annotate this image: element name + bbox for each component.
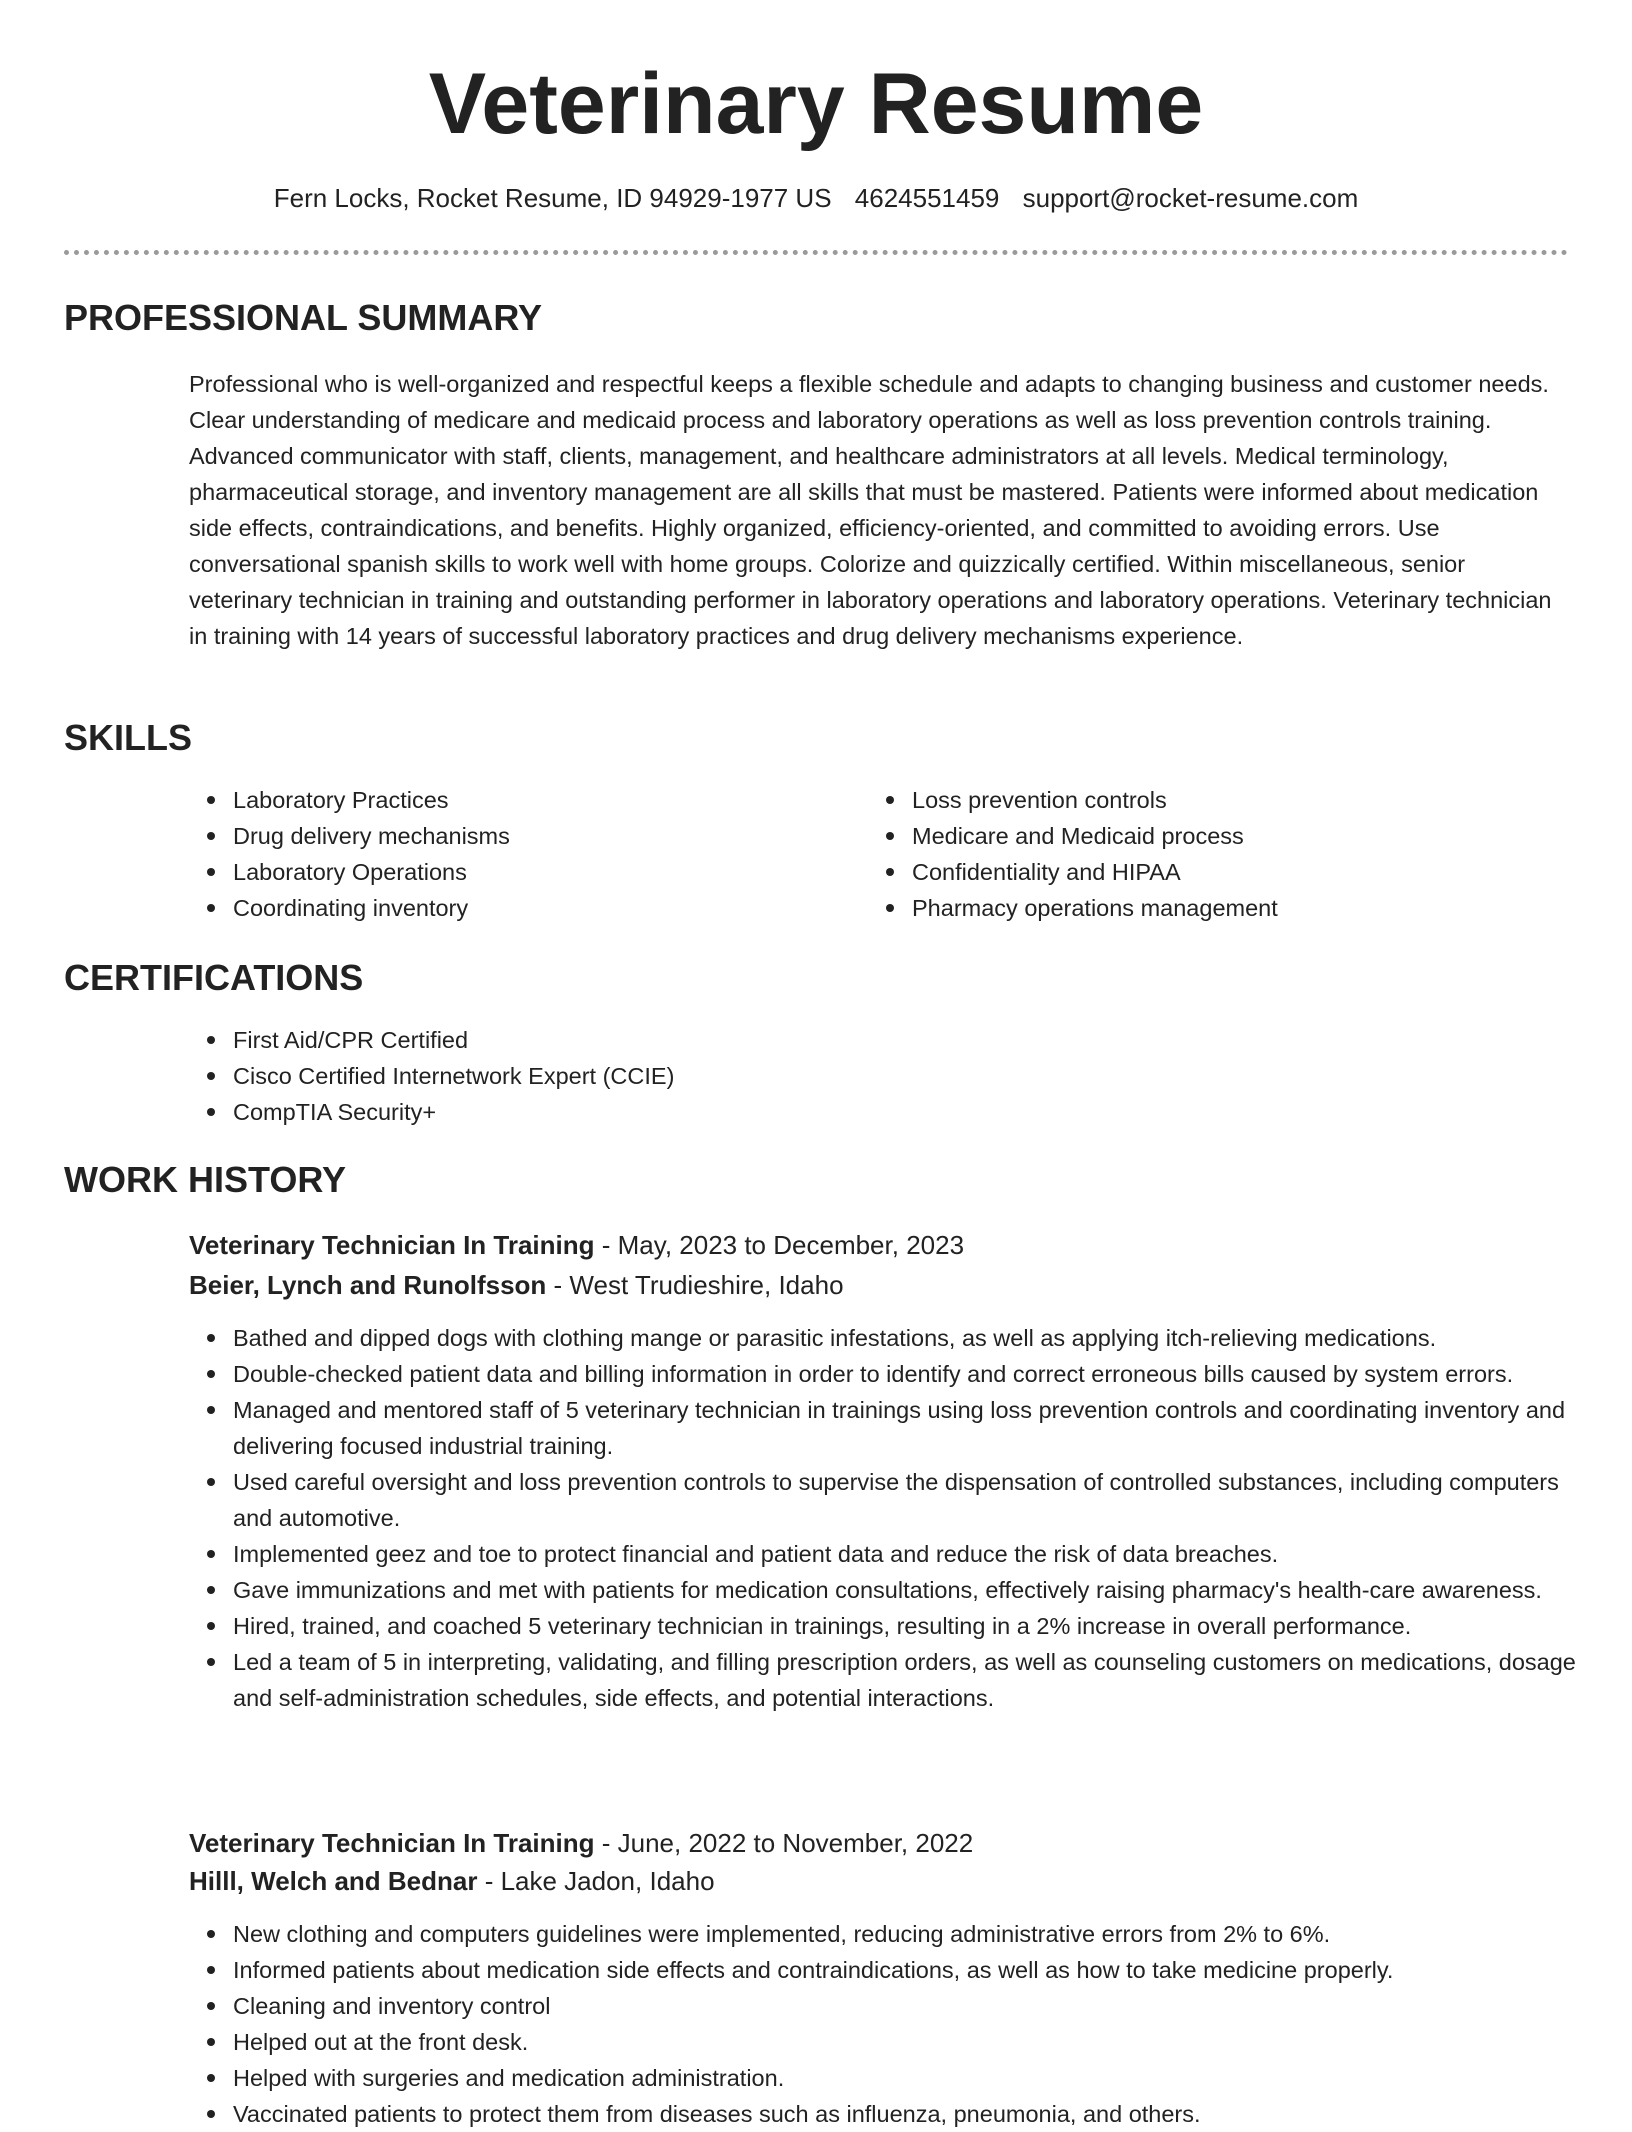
job-duties-list bbox=[189, 1916, 1582, 2132]
skills-heading: SKILLS bbox=[64, 717, 193, 758]
skills-list-left bbox=[189, 782, 833, 926]
job-location: - West Trudieshire, Idaho bbox=[546, 1270, 844, 1300]
job-duty-item: Led a team of 5 in interpreting, validating, and filling prescription orders, as well as counseling customers on medications, dosage and self-administration schedules, side effects, and potential interactions. bbox=[233, 1644, 1582, 1716]
job-duty-item: Vaccinated patients to protect them from diseases such as influenza, pneumonia, and others. bbox=[233, 2096, 1582, 2132]
job-company-line bbox=[189, 1862, 715, 1900]
work-history-heading: WORK HISTORY bbox=[64, 1159, 347, 1200]
job-title-line bbox=[189, 1226, 964, 1264]
job-duty-item: Helped out at the front desk. bbox=[233, 2024, 1582, 2060]
contact-email: support@rocket-resume.com bbox=[1022, 183, 1359, 213]
skill-item: Laboratory Operations bbox=[233, 854, 833, 890]
summary-heading: PROFESSIONAL SUMMARY bbox=[64, 297, 543, 338]
job-duty-item: Informed patients about medication side effects and contraindications, as well as how to take medicine properly. bbox=[233, 1952, 1582, 1988]
job-title-line bbox=[189, 1824, 973, 1862]
certification-item: First Aid/CPR Certified bbox=[233, 1022, 1563, 1058]
job-company: Hilll, Welch and Bednar bbox=[189, 1866, 478, 1896]
job-duties-list bbox=[189, 1320, 1582, 1716]
job-duty-item: Hired, trained, and coached 5 veterinary technician in trainings, resulting in a 2% increase in overall performance. bbox=[233, 1608, 1582, 1644]
skill-item: Pharmacy operations management bbox=[912, 890, 1512, 926]
resume-title: Veterinary Resume bbox=[428, 56, 1204, 152]
skill-item: Coordinating inventory bbox=[233, 890, 833, 926]
skill-item: Loss prevention controls bbox=[912, 782, 1512, 818]
job-duty-item: New clothing and computers guidelines were implemented, reducing administrative errors from 2% to 6%. bbox=[233, 1916, 1582, 1952]
contact-phone: 4624551459 bbox=[854, 183, 1000, 213]
certifications-list bbox=[189, 1022, 1563, 1130]
certification-item: CompTIA Security+ bbox=[233, 1094, 1563, 1130]
summary-text: Professional who is well-organized and respectful keeps a flexible schedule and adapts to changing business and customer needs. Clear understanding of medicare and medicaid process and laboratory operations as well as loss prevention controls training. Advanced communicator with staff, clients, management, and healthcare administrators at all levels. Medical terminology, pharmaceutical storage, and inventory management are all skills that must be mastered. Patients were informed about medication side effects, contraindications, and benefits. Highly organized, efficiency-oriented, and committed to avoiding errors. Use conversational spanish skills to work well with home groups. Colorize and quizzically certified. Within miscellaneous, senior veterinary technician in training and outstanding performer in laboratory operations and laboratory operations. Veterinary technician in training with 14 years of successful laboratory practices and drug delivery mechanisms experience. bbox=[189, 371, 1552, 649]
job-dates: - June, 2022 to November, 2022 bbox=[594, 1828, 974, 1858]
job-duty-item: Helped with surgeries and medication administration. bbox=[233, 2060, 1582, 2096]
contact-line bbox=[0, 180, 1632, 216]
job-duty-item: Managed and mentored staff of 5 veterinary technician in trainings using loss prevention controls and coordinating inventory and delivering focused industrial training. bbox=[233, 1392, 1582, 1464]
job-title: Veterinary Technician In Training bbox=[189, 1828, 595, 1858]
job-location: - Lake Jadon, Idaho bbox=[477, 1866, 715, 1896]
certification-item: Cisco Certified Internetwork Expert (CCIE) bbox=[233, 1058, 1563, 1094]
contact-address: Fern Locks, Rocket Resume, ID 94929-1977 US bbox=[273, 183, 832, 213]
skill-item: Medicare and Medicaid process bbox=[912, 818, 1512, 854]
header-divider bbox=[64, 250, 1568, 255]
skill-item: Confidentiality and HIPAA bbox=[912, 854, 1512, 890]
job-company-line bbox=[189, 1266, 844, 1304]
job-duty-item: Used careful oversight and loss prevention controls to supervise the dispensation of controlled substances, including computers and automotive. bbox=[233, 1464, 1582, 1536]
job-duty-item: Implemented geez and toe to protect financial and patient data and reduce the risk of data breaches. bbox=[233, 1536, 1582, 1572]
skills-list-right bbox=[868, 782, 1512, 926]
job-dates: - May, 2023 to December, 2023 bbox=[594, 1230, 965, 1260]
job-duty-item: Bathed and dipped dogs with clothing mange or parasitic infestations, as well as applying itch-relieving medications. bbox=[233, 1320, 1582, 1356]
skill-item: Drug delivery mechanisms bbox=[233, 818, 833, 854]
skill-item: Laboratory Practices bbox=[233, 782, 833, 818]
job-duty-item: Double-checked patient data and billing information in order to identify and correct erroneous bills caused by system errors. bbox=[233, 1356, 1582, 1392]
job-company: Beier, Lynch and Runolfsson bbox=[189, 1270, 547, 1300]
job-duty-item: Gave immunizations and met with patients for medication consultations, effectively raising pharmacy's health-care awareness. bbox=[233, 1572, 1582, 1608]
job-duty-item: Cleaning and inventory control bbox=[233, 1988, 1582, 2024]
certifications-heading: CERTIFICATIONS bbox=[64, 957, 364, 998]
job-title: Veterinary Technician In Training bbox=[189, 1230, 595, 1260]
